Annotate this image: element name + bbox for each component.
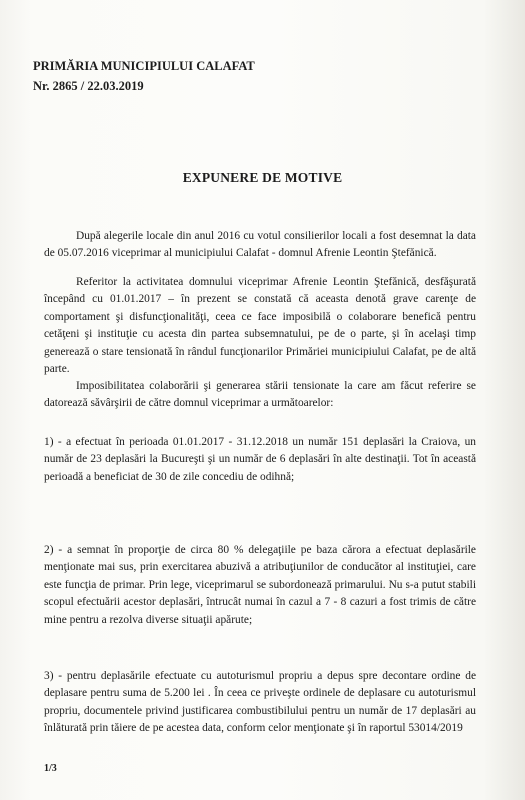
paragraph-reasons-intro: Imposibilitatea colaborării şi generarea stării tensionate la care am făcut referire se datorează săvârşirii de către domnul viceprimar a următoarelor: — [44, 380, 476, 410]
document-title: EXPUNERE DE MOTIVE — [182, 170, 343, 185]
list-item-3: 3) - pentru deplasările efectuate cu autoturismul propriu a depus spre decontare ordine de deplasare pentru suma de 5.200 lei . În ceea ce priveşte ordinele de deplasare cu autoturismul propriu, documentele privind justificarea combustibilului pentru un număr de 17 deplasări au înlăturată prin tăiere de pe acestea data, conform celor menţionate şi în raportul 53014/2019 — [44, 670, 476, 735]
institution-name: PRIMĂRIA MUNICIPIULUI CALAFAT — [33, 59, 255, 73]
reference-number: Nr. 2865 / 22.03.2019 — [33, 79, 144, 93]
list-item-1: 1) - a efectuat în perioada 01.01.2017 - 31.12.2018 un număr 151 deplasări la Craiova, un număr de 23 deplasări la Bucureşti şi un număr de 6 deplasări în alte destinaţii. Tot în această perioadă a beneficiat de 30 de zile concediu de odihnă; — [44, 436, 476, 483]
paragraph-context: Referitor la activitatea domnului viceprimar Afrenie Leontin Ştefănică, desfăşurată începând cu 01.01.2017 – în prezent se constată că aceasta denotă grave carenţe de comportament şi disfuncţionalităţi, ceea ce face imposibilă o colaborare benefică pentru cetăţeni şi instituţie cu acesta din partea subsemnatului, pe de o parte, şi în acelaşi timp generează o stare tensionată în rândul funcţionarilor Primăriei municipiului Calafat, pe de altă parte. — [44, 276, 476, 376]
paragraph-intro: După alegerile locale din anul 2016 cu votul consilierilor locali a fost desemnat la data de 05.07.2016 viceprimar al municipiului Calafat - domnul Afrenie Leontin Ştefănică. — [44, 230, 476, 260]
page-number: 1/3 — [44, 763, 57, 774]
document-header — [33, 56, 255, 96]
list-item-2: 2) - a semnat în proporţie de circa 80 % delegaţiile pe baza cărora a efectuat deplasările menţionate mai sus, prin exercitarea abuzivă a atribuţiunilor de conducător al instituţiei, care este funcţia de primar. Prin lege, viceprimarul se subordonează primarului. Nu s-a putut stabili scopul efectuării acestor deplasări, întrucât numai în cazul a 7 - 8 cazuri a fost trimis de către mine pentru a rezolva diverse situaţii apărute; — [44, 544, 476, 626]
